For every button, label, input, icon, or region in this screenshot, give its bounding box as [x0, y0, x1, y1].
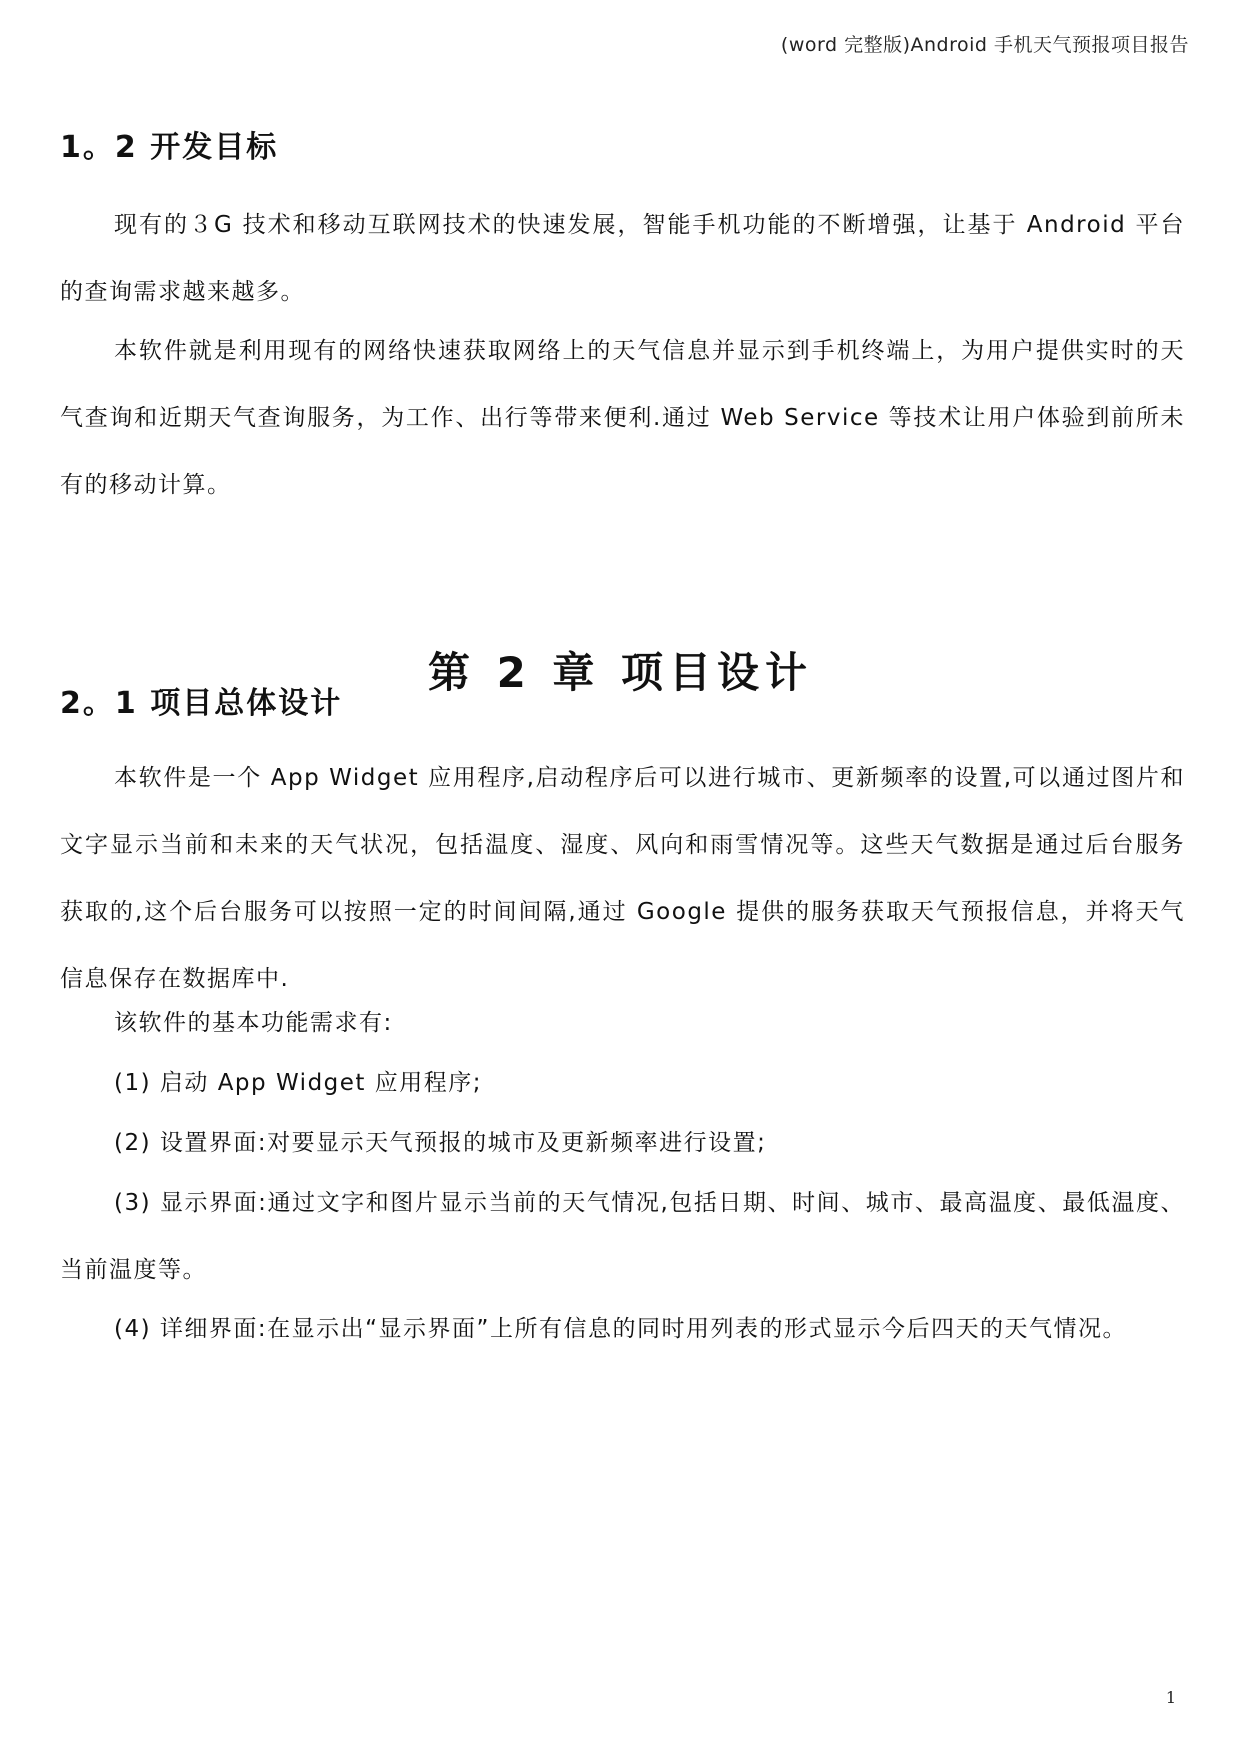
- page-number: 1: [1165, 1688, 1176, 1707]
- paragraph-2-1-intro: 本软件是一个 App Widget 应用程序,启动程序后可以进行城市、更新频率的设置,可以通过图片和文字显示当前和未来的天气状况，包括温度、湿度、风向和雨雪情况等。这些天气数据是通过后台服务获取的,这个后台服务可以按照一定的时间间隔,通过 Google 提供的服务获取天气预报信息，并将天气信息保存在数据库中.: [60, 765, 1185, 992]
- section-heading-1-2: 1。2 开发目标: [60, 130, 279, 165]
- paragraph-1-2-a: 现有的３G 技术和移动互联网技术的快速发展，智能手机功能的不断增强，让基于 Android 平台的查询需求越来越多。: [60, 212, 1185, 305]
- requirement-item-2: (2) 设置界面:对要显示天气预报的城市及更新频率进行设置;: [114, 1130, 767, 1156]
- requirements-lead: 该软件的基本功能需求有:: [114, 1010, 393, 1036]
- requirement-item-4: (4) 详细界面:在显示出“显示界面”上所有信息的同时用列表的形式显示今后四天的天气情况。: [114, 1316, 1127, 1342]
- chapter-title: 第 2 章 项目设计: [427, 648, 814, 697]
- requirement-item-1: (1) 启动 App Widget 应用程序;: [114, 1070, 482, 1096]
- running-header: (word 完整版)Android 手机天气预报项目报告: [780, 34, 1189, 56]
- paragraph-1-2-b: 本软件就是利用现有的网络快速获取网络上的天气信息并显示到手机终端上，为用户提供实时的天气查询和近期天气查询服务，为工作、出行等带来便利.通过 Web Service 等技术让用户体验到前所未有的移动计算。: [60, 338, 1185, 498]
- section-heading-2-1: 2。1 项目总体设计: [60, 686, 343, 721]
- requirement-item-3: (3) 显示界面:通过文字和图片显示当前的天气情况,包括日期、时间、城市、最高温度、最低温度、当前温度等。: [60, 1190, 1185, 1283]
